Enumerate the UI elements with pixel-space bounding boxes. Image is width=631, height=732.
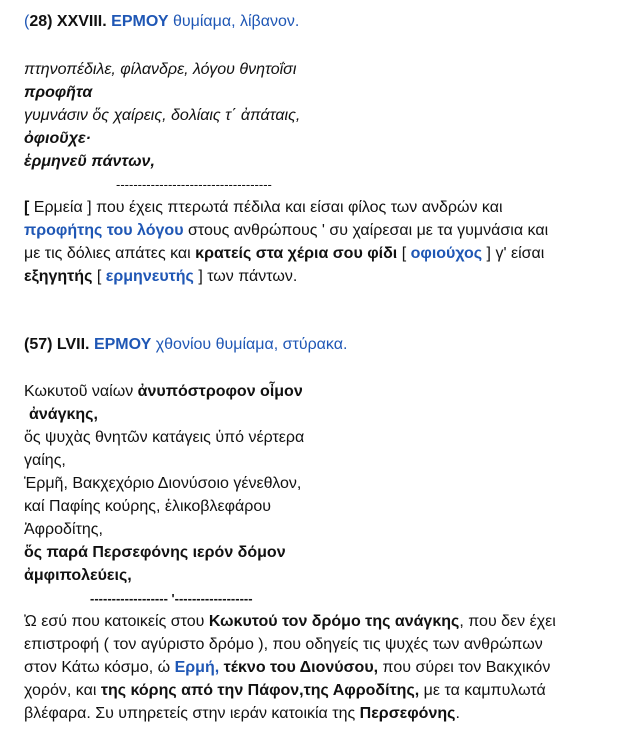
divider: ------------------------------------ — [116, 177, 272, 192]
verse-line: Ἑρμῆ, Βακχεχόριο Διονύσοιο γένεθλον, — [24, 475, 302, 492]
bold-text: της κόρης από την Πάφον,της Αφροδίτης, — [100, 682, 420, 699]
highlight: προφήτης του λόγου — [24, 222, 184, 239]
text: που σύρει τον Βακχικόν — [382, 659, 551, 676]
translation-line — [24, 267, 297, 287]
translation-line — [24, 244, 544, 264]
text: , που δεν έχει — [459, 613, 556, 630]
text: βλέφαρα. Συ υπηρετείς στην ιεράν κατοικία της — [24, 705, 356, 722]
translation-line — [24, 221, 548, 241]
bold-text: τέκνο του Διονύσου, — [223, 659, 379, 676]
bold-text: κρατείς στα χέρια σου φίδι — [195, 245, 398, 262]
text: ] των πάντων. — [198, 268, 298, 285]
heading-number: 28) XXVIII. — [29, 13, 107, 30]
highlight: Ερμή, — [174, 659, 220, 676]
heading-offering: θυμίαμα, λίβανον. — [172, 13, 300, 30]
bold-text: Περσεφόνης — [359, 705, 456, 722]
translation-line — [24, 681, 546, 701]
text: ] γ' είσαι — [486, 245, 545, 262]
bold-text: ἀνυπόστροφον οἶμον — [137, 383, 303, 400]
verse-line: προφῆτα — [24, 84, 93, 101]
verse-line: καί Παφίης κούρης, ἑλικοβλεφάρου — [24, 498, 271, 515]
text: Ερμεία — [33, 199, 83, 216]
highlight: οφιούχος — [410, 245, 483, 262]
verse-line: ἀνάγκης, — [29, 406, 98, 423]
bracket: [ — [401, 245, 407, 262]
translation-line — [24, 704, 460, 724]
heading-god: ΕΡΜΟΥ — [111, 13, 169, 30]
translation-line: επιστροφή ( τον αγύριστο δρόμο ), που οδηγείς τις ψυχές των ανθρώπων — [24, 636, 543, 653]
text: στον Κάτω κόσμο, ώ — [24, 659, 171, 676]
text: Ὠ εσύ που κατοικείς στου — [24, 613, 205, 630]
verse-line: ὅς παρά Περσεφόνης ιερόν δόμον — [24, 544, 286, 561]
verse-line: ὀφιοῦχε· — [24, 130, 91, 147]
heading-open-paren: ( — [24, 13, 30, 30]
text: χορόν, και — [24, 682, 97, 699]
translation-line — [24, 658, 550, 678]
verse-line: ἑρμηνεῦ πάντων, — [24, 153, 155, 170]
section-2-heading — [24, 335, 347, 355]
translation-line — [24, 612, 556, 632]
highlight: ερμηνευτής — [105, 268, 194, 285]
bold-text: Κωκυτού τον δρόμο της ανάγκης — [208, 613, 460, 630]
text: με τις δόλιες απάτες και — [24, 245, 191, 262]
translation-line — [24, 198, 503, 218]
verse-line: ὅς ψυχὰς θνητῶν κατάγεις ὑπό νέρτερα — [24, 429, 305, 446]
verse-line: γυμνάσιν ὅς χαίρεις, δολίαις τ΄ ἀπάταις, — [24, 107, 301, 124]
heading-number: (57) LVII. — [24, 336, 90, 353]
divider: ------------------ '------------------ — [90, 591, 253, 606]
bracket: [ — [24, 199, 30, 216]
text: . — [455, 705, 460, 722]
bracket: [ — [96, 268, 102, 285]
heading-offering: χθονίου θυμίαμα, στύρακα. — [155, 336, 348, 353]
text: στους ανθρώπους ' συ χαίρεσαι με τα γυμνάσια και — [187, 222, 549, 239]
text: με τα καμπυλωτά — [423, 682, 546, 699]
verse-line — [24, 382, 303, 402]
text: ] που έχεις πτερωτά πέδιλα και είσαι φίλος των ανδρών και — [87, 199, 503, 216]
verse-line: γαίης, — [24, 452, 66, 469]
section-1-heading — [24, 12, 299, 32]
verse-line: Ἀφροδίτης, — [24, 521, 103, 538]
verse-line: ἀμφιπολεύεις, — [24, 567, 132, 584]
bold-text: εξηγητής — [24, 268, 93, 285]
verse-line: πτηνοπέδιλε, φίλανδρε, λόγου θνητοΐσι — [24, 61, 297, 78]
heading-god: ΕΡΜΟΥ — [93, 336, 152, 353]
text: Κωκυτοῦ ναίων — [24, 383, 134, 400]
